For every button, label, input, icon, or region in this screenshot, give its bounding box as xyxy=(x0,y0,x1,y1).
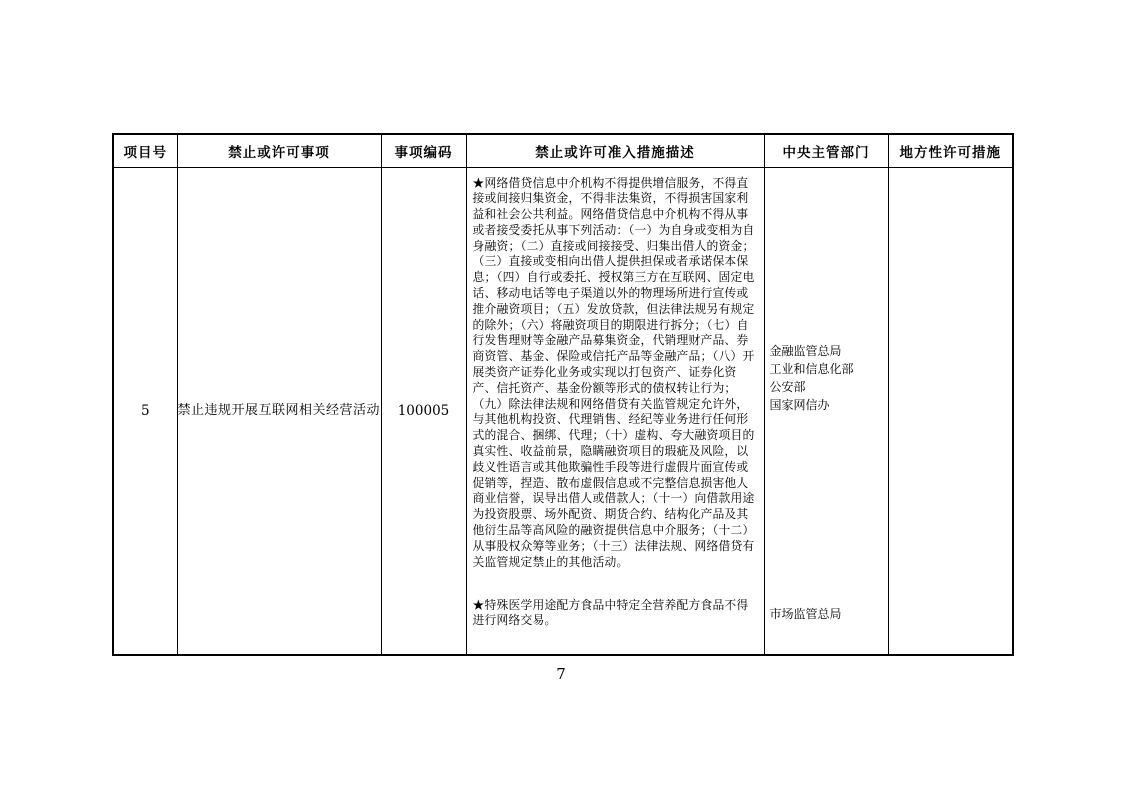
page-number: 7 xyxy=(556,665,566,683)
cell-code: 100005 xyxy=(381,167,466,655)
header-matter: 禁止或许可事项 xyxy=(177,134,381,167)
department-group-1 xyxy=(770,342,886,414)
cell-measure-description xyxy=(466,167,764,655)
department-item: 市场监管总局 xyxy=(769,606,842,621)
header-code: 事项编码 xyxy=(381,134,466,167)
table-row xyxy=(113,167,1013,655)
header-central-department: 中央主管部门 xyxy=(764,134,888,167)
header-measure-description: 禁止或许可准入措施描述 xyxy=(466,134,764,167)
header-item-no: 项目号 xyxy=(113,134,177,167)
cell-item-no: 5 xyxy=(113,167,177,655)
department-item: 工业和信息化部 xyxy=(769,361,854,376)
cell-local-measures xyxy=(888,167,1013,655)
department-group-2 xyxy=(770,605,886,623)
measure-paragraph-1: ★网络借贷信息中介机构不得提供增信服务，不得直接或间接归集资金，不得非法集资，不得损害国家利益和社会公共利益。网络借贷信息中介机构不得从事或者接受委托从事下列活动：（一）为自身或变相为自身融资；（二）直接或间接接受、归集出借人的资金；（三）直接或变相向出借人提供担保或者承诺保本保息；（四）自行或委托、授权第三方在互联网、固定电话、移动电话等电子渠道以外的物理场所进行宣传或推介融资项目；（五）发放贷款，但法律法规另有规定的除外；（六）将融资项目的期限进行拆分；（七）自行发售理财等金融产品募集资金，代销理财产品、券商资管、基金、保险或信托产品等金融产品；（八）开展类资产证券化业务或实现以打包资产、证券化资产、信托资产、基金份额等形式的债权转让行为；（九）除法律法规和网络借贷有关监管规定允许外，与其他机构投资、代理销售、经纪等业务进行任何形式的混合、捆绑、代理；（十）虚构、夸大融资项目的真实性、收益前景，隐瞒融资项目的瑕疵及风险，以歧义性语言或其他欺骗性手段等进行虚假片面宣传或促销等，捏造、散布虚假信息或不完整信息损害他人商业信誉，误导出借人或借款人；（十一）向借款用途为投资股票、场外配资、期货合约、结构化产品及其他衍生品等高风险的融资提供信息中介服务；（十二）从事股权众筹等业务；（十三）法律法规、网络借贷有关监管规定禁止的其他活动。 xyxy=(472,175,755,569)
measure-paragraph-2: ★特殊医学用途配方食品中特定全营养配方食品不得进行网络交易。 xyxy=(472,597,749,628)
department-item: 金融监管总局 xyxy=(769,343,842,358)
header-local-measures: 地方性许可措施 xyxy=(888,134,1013,167)
cell-matter: 禁止违规开展互联网相关经营活动 xyxy=(177,167,381,655)
department-item: 公安部 xyxy=(769,379,806,394)
prohibition-permission-table xyxy=(112,133,1014,656)
department-item: 国家网信办 xyxy=(769,397,830,412)
table-header-row xyxy=(113,134,1013,167)
cell-central-departments xyxy=(764,167,888,655)
